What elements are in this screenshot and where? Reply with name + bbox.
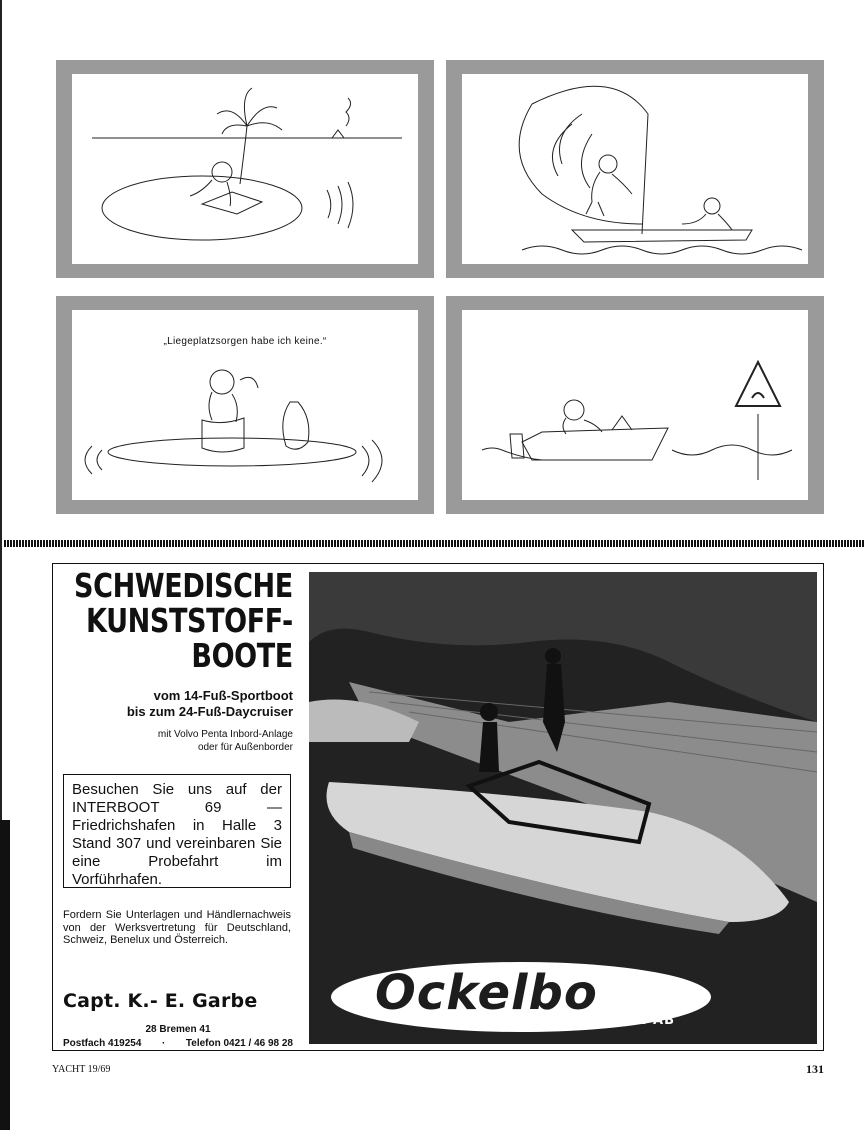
cartoon-panel-sailboat-frame (462, 74, 808, 264)
cartoon-panel-island (56, 60, 434, 278)
postfach: Postfach 419254 (63, 1038, 142, 1049)
cartoon-panel-mooring-frame (72, 310, 418, 500)
contact-separator: · (161, 1038, 166, 1049)
engine-line-2: oder für Außenborder (197, 742, 293, 753)
cartoon-panel-sailboat (446, 60, 824, 278)
dealer-request-text: Fordern Sie Unterlagen und Händlernachweis von der Werksvertretung für Deutschland, Schweiz, Benelux und Österreich. (63, 909, 291, 946)
cartoon-panel-motorboat (446, 296, 824, 514)
sailboat-drawing (462, 74, 808, 264)
logo-wordmark: Ockelbo (375, 965, 598, 1021)
boat-photo (309, 572, 817, 1044)
cartoon-caption: „Liegeplatzsorgen habe ich keine.“ (163, 336, 327, 347)
headline-line-3: BOOTE (191, 636, 293, 675)
engine-line-1: mit Volvo Penta Inbord-Anlage (157, 729, 293, 740)
boat-advertisement (52, 563, 824, 1051)
magazine-issue: YACHT 19/69 (52, 1064, 111, 1075)
company-contact (63, 1038, 293, 1049)
company-name: Capt. K.- E. Garbe (63, 990, 258, 1012)
mooring-drawing (72, 310, 418, 500)
subhead-line-1: vom 14-Fuß-Sportboot (153, 688, 293, 703)
island-drawing (72, 74, 418, 264)
cartoon-panel-mooring (56, 296, 434, 514)
ad-engine-info (158, 728, 293, 754)
interboot-invitation-box: Besuchen Sie uns auf der INTERBOOT 69 — Friedrichshafen in Halle 3 Stand 307 und vereinbaren Sie eine Probefahrt im Vorführhafen. (63, 774, 291, 888)
headline-line-2: KUNSTSTOFF- (86, 601, 293, 640)
page-number: 131 (806, 1062, 824, 1076)
ad-text-column (53, 564, 303, 1050)
subhead-line-2: bis zum 24-Fuß-Daycruiser (126, 704, 293, 719)
ad-headline (74, 568, 293, 673)
section-divider (4, 540, 864, 547)
telefon: Telefon 0421 / 46 98 28 (185, 1038, 293, 1049)
logo-subtitle: LUNDGREN AB (559, 1013, 675, 1028)
ad-subhead (127, 688, 293, 720)
motorboat-drawing (462, 310, 808, 500)
page-edge-shadow (0, 820, 10, 1130)
company-city: 28 Bremen 41 (145, 1024, 211, 1035)
cartoon-panel-island-frame (72, 74, 418, 264)
ockelbo-logo (331, 962, 711, 1038)
headline-line-1: SCHWEDISCHE (74, 566, 293, 605)
cartoon-panel-motorboat-frame (462, 310, 808, 500)
